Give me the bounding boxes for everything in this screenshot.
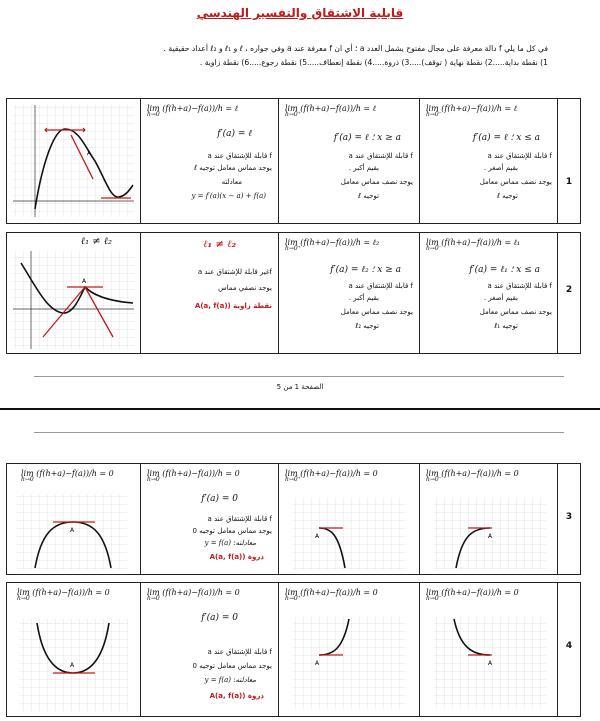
row3-col3-cond: f′(a) = 0 xyxy=(201,494,238,504)
row1-col3-b2: يوجد مماس معامل توجيه ℓ xyxy=(194,164,272,172)
row3-col1 xyxy=(419,464,558,574)
row2-col2-b1: f قابلة للإشتقاق عند a xyxy=(348,282,413,290)
row3-col3 xyxy=(140,464,278,574)
row3-col4-limit: lim (f(h+a)−f(a))/h = 0 h→0 xyxy=(21,469,114,483)
row-number-2: 2 xyxy=(565,285,573,295)
graph-4-left xyxy=(420,583,558,716)
row2-col1-limit: lim (f(h+a)−f(a))/h = ℓ₁ h→0⁻ xyxy=(426,238,521,252)
row-number-1: 1 xyxy=(565,177,573,187)
page2-top-rule xyxy=(34,432,564,433)
graph-cell-1 xyxy=(7,99,140,223)
row1-col2-limit: lim (f(h+a)−f(a))/h = ℓ h→0⁺ xyxy=(285,104,376,118)
svg-text:A: A xyxy=(315,533,320,540)
row4-col2 xyxy=(278,583,419,716)
row2-col3-b2: يوجد نصفي مماس xyxy=(218,284,272,292)
row1-col1-b1: f قابلة للإشتقاق عند a xyxy=(487,152,552,160)
row1-col2-b1: f قابلة للإشتقاق عند a xyxy=(348,152,413,160)
graph-4-right xyxy=(279,583,419,716)
graph-1 xyxy=(7,99,140,223)
row-number-4: 4 xyxy=(565,641,573,651)
svg-text:A: A xyxy=(488,533,493,540)
row1-col1-b4: توجيه ℓ xyxy=(497,192,518,200)
row4-col3-b3: معادلته: y = f(a) xyxy=(204,676,256,684)
row2-col3-b1: fغير قابلة للإشتقاق عند a xyxy=(197,268,272,276)
row-card-4 xyxy=(6,582,581,717)
row-card-3 xyxy=(6,463,581,575)
row4-col1-limit: lim (f(h+a)−f(a))/h = 0 h→0⁻ xyxy=(426,588,519,602)
row1-col3-limit: lim (f(h+a)−f(a))/h = ℓ h→0 xyxy=(147,104,238,118)
row1-col2-b2: بقيم أكبر . xyxy=(348,164,379,172)
intro-text xyxy=(28,42,548,70)
row-card-1 xyxy=(6,98,581,224)
row4-col3-limit: lim (f(h+a)−f(a))/h = 0 h→0 xyxy=(147,588,240,602)
svg-text:A: A xyxy=(315,660,320,667)
row2-col1-b1: f قابلة للإشتقاق عند a xyxy=(487,282,552,290)
row2-col2-b4: توجيه ℓ₂ xyxy=(355,322,379,330)
row3-col2-limit: lim (f(h+a)−f(a))/h = 0 h→0⁺ xyxy=(285,469,378,483)
page-footer: الصفحة 1 من 5 xyxy=(276,383,324,391)
row4-col1 xyxy=(419,583,558,716)
row4-col4-limit: lim (f(h+a)−f(a))/h = 0 h→0 xyxy=(17,588,110,602)
row1-col1-cond: x ≤ a ؛ f′(a) = ℓ xyxy=(472,133,540,143)
row4-col3-cond: f′(a) = 0 xyxy=(201,613,238,623)
row2-col3 xyxy=(140,233,278,353)
row1-col1 xyxy=(419,99,558,223)
row2-col1-b3: يوجد نصف مماس معامل xyxy=(479,308,552,316)
row2-graph-label: ℓ₁ ≠ ℓ₂ xyxy=(80,236,112,247)
row1-col3-b1: f قابلة للإشتقاق عند a xyxy=(207,152,272,160)
svg-text:A: A xyxy=(70,662,75,669)
svg-text:A: A xyxy=(488,660,493,667)
page-separator xyxy=(0,408,600,410)
row1-col2-b4: توجيه ℓ xyxy=(358,192,379,200)
row2-col1-cond: x ≤ a ؛ f′(a) = ℓ₁ xyxy=(469,265,540,275)
intro-line-1: في كل ما يلي f دالة معرفة على مجال مفتوح يشمل العدد a ؛ أي ان f معرفة عند a وفي جواره ، ℓ و ℓ₁ و ℓ₂ أعداد حقيقية . xyxy=(163,44,548,53)
row3-col1-limit: lim (f(h+a)−f(a))/h = 0 h→0⁻ xyxy=(426,469,519,483)
row4-col4 xyxy=(7,583,140,716)
row1-col3-b3: معادلته xyxy=(221,178,242,186)
row3-col3-b1: f قابلة للإشتقاق عند a xyxy=(207,515,272,523)
row1-col2 xyxy=(278,99,419,223)
row2-col3-cond: ℓ₁ ≠ ℓ₂ xyxy=(203,239,236,250)
svg-text:A: A xyxy=(82,278,87,285)
row2-col1 xyxy=(419,233,558,353)
row3-col3-b3: معادلته: y = f(a) xyxy=(204,539,256,547)
row-number-cell-4 xyxy=(557,583,580,716)
row1-col3 xyxy=(140,99,278,223)
row2-col1-b4: توجيه ℓ₁ xyxy=(494,322,518,330)
svg-text:A: A xyxy=(87,150,92,157)
row2-col2-cond: x ≥ a ؛ f′(a) = ℓ₂ xyxy=(330,265,401,275)
row-number-3: 3 xyxy=(565,512,573,522)
row3-col2 xyxy=(278,464,419,574)
row4-col3-b4: ذروة A(a, f(a)) xyxy=(209,692,264,700)
row1-col1-b2: بقيم أصغر . xyxy=(483,164,518,172)
row-number-cell-3 xyxy=(557,464,580,574)
row3-col3-limit: lim (f(h+a)−f(a))/h = 0 h→0 xyxy=(147,469,240,483)
footer-rule xyxy=(34,376,564,377)
row2-col2-b3: يوجد نصف مماس معامل xyxy=(340,308,413,316)
row1-col1-limit: lim (f(h+a)−f(a))/h = ℓ h→0⁻ xyxy=(426,104,517,118)
graph-4-main xyxy=(7,583,140,716)
row4-col3-b1: f قابلة للإشتقاق عند a xyxy=(207,648,272,656)
row4-col3 xyxy=(140,583,278,716)
row-number-cell-2 xyxy=(557,233,580,353)
row2-col2-b2: بقيم أكبر . xyxy=(348,294,379,302)
intro-line-2: 1) نقطة بداية.....2) نقطة نهاية ( توقف).....3) ذروة.....4) نقطة إنعطاف.....5) نقطة رجوع.....6) نقطة زاوية . xyxy=(199,58,548,67)
row2-col3-b3: نقطة زاوية A(a, f(a)) xyxy=(194,302,272,310)
graph-cell-2 xyxy=(7,233,140,353)
row3-col4 xyxy=(7,464,140,574)
graph-2 xyxy=(7,233,140,353)
row1-col2-b3: يوجد نصف مماس معامل xyxy=(340,178,413,186)
row1-col2-cond: x ≥ a ؛ f′(a) = ℓ xyxy=(333,133,401,143)
page-title: قابلية الاشتقاق والتفسير الهندسي xyxy=(196,6,404,20)
row2-col1-b2: بقيم أصغر . xyxy=(483,294,518,302)
row2-col2-limit: lim (f(h+a)−f(a))/h = ℓ₂ h→0⁺ xyxy=(285,238,380,252)
row3-col3-b2: يوجد مماس معامل توجيه 0 xyxy=(192,527,272,535)
row4-col2-limit: lim (f(h+a)−f(a))/h = 0 h→0⁺ xyxy=(285,588,378,602)
row1-col3-cond: f′(a) = ℓ xyxy=(217,129,252,139)
row-card-2 xyxy=(6,232,581,354)
row1-col1-b3: يوجد نصف مماس معامل xyxy=(479,178,552,186)
row1-col3-b4: y = f′(a)(x − a) + f(a) xyxy=(191,192,266,200)
row-number-cell-1 xyxy=(557,99,580,223)
row2-col2 xyxy=(278,233,419,353)
svg-text:A: A xyxy=(70,527,75,534)
row3-col3-b4: ذروة A(a, f(a)) xyxy=(209,553,264,561)
row4-col3-b2: يوجد مماس معامل توجيه 0 xyxy=(192,662,272,670)
